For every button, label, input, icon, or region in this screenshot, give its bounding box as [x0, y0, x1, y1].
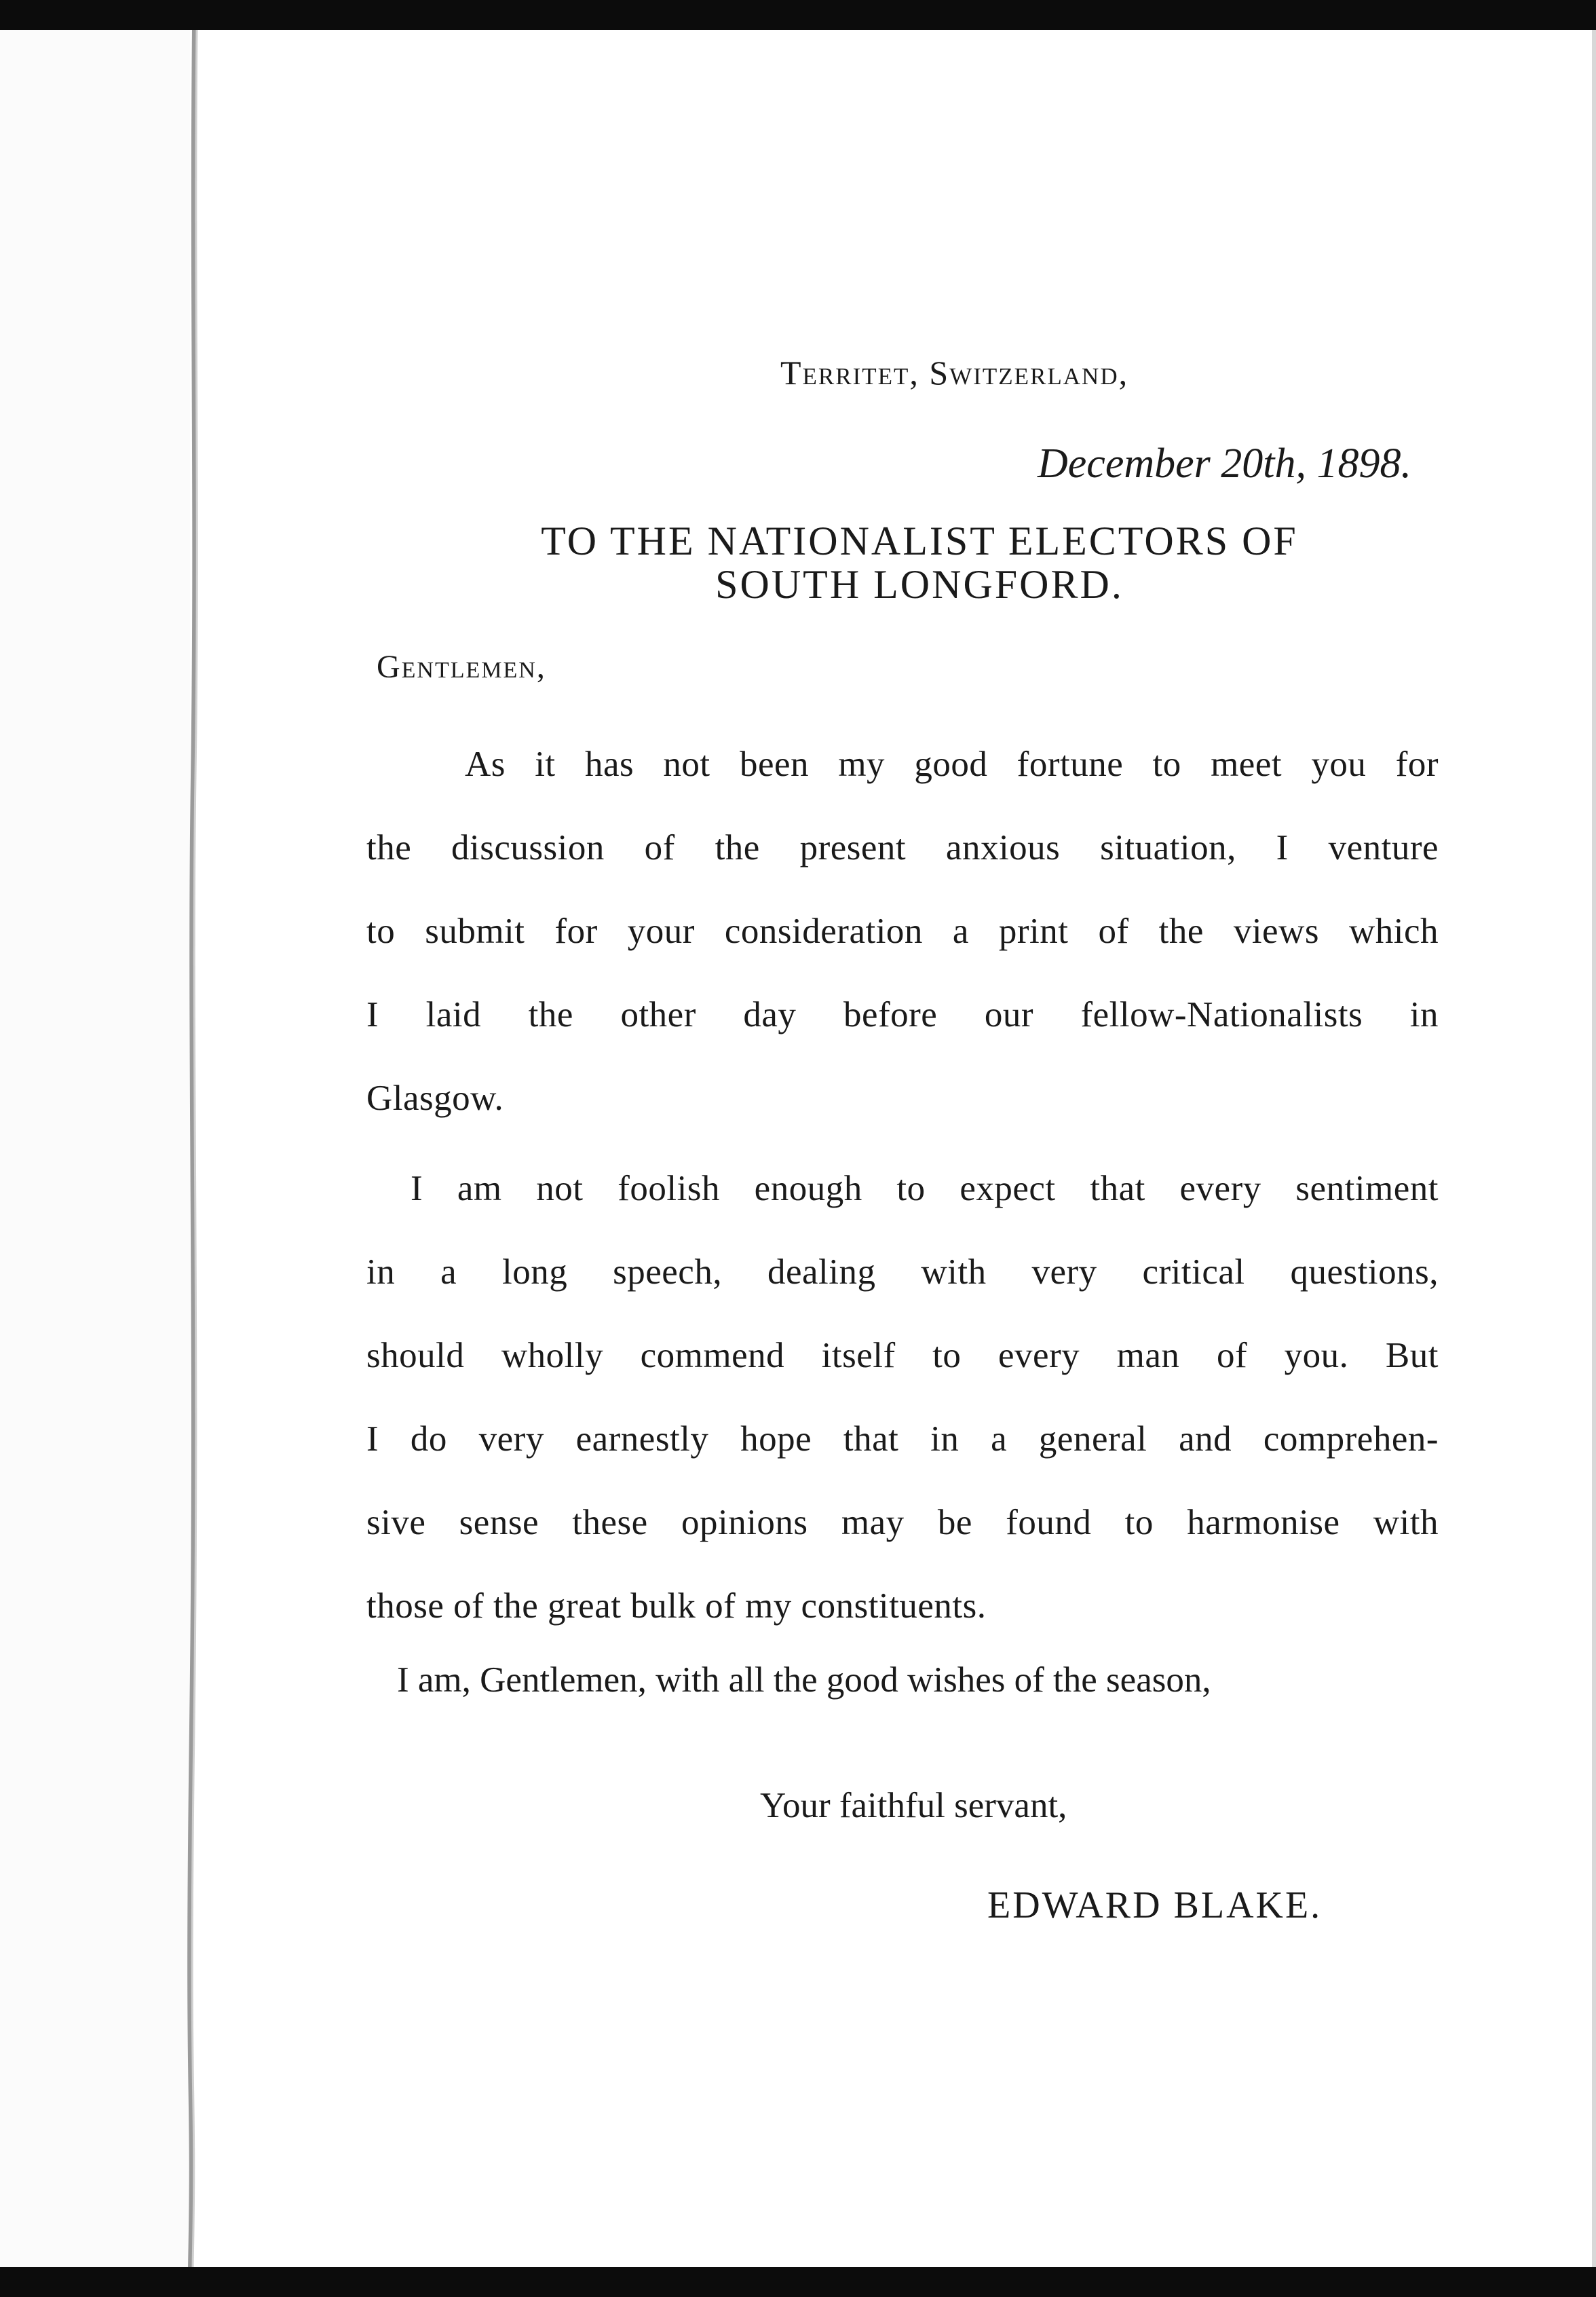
- paragraph-line: sive sense these opinions may be found to harmonise with: [366, 1503, 1439, 1542]
- paragraph-1: [366, 723, 1439, 1140]
- letter-closing: I am, Gentlemen, with all the good wishes of the season,: [397, 1660, 1211, 1700]
- paragraph-line: Glasgow.: [366, 1079, 504, 1118]
- paragraph-line: the discussion of the present anxious situation, I venture: [366, 828, 1439, 867]
- paragraph-line: those of the great bulk of my constituents.: [366, 1586, 987, 1626]
- letter-signature: EDWARD BLAKE.: [987, 1884, 1323, 1926]
- paragraph-line: in a long speech, dealing with very critical questions,: [366, 1252, 1439, 1292]
- paragraph-line: As it has not been my good fortune to meet you for: [465, 745, 1439, 784]
- letter-date: December 20th, 1898.: [1038, 441, 1411, 487]
- paragraph-line: to submit for your consideration a print of the views which: [366, 912, 1439, 951]
- letter-place: Territet, Switzerland,: [780, 354, 1129, 392]
- address-line: SOUTH LONGFORD.: [715, 562, 1124, 607]
- paragraph-2: [366, 1147, 1439, 1648]
- paragraph-line: should wholly commend itself to every man of you. But: [366, 1336, 1439, 1375]
- address-line: TO THE NATIONALIST ELECTORS OF: [541, 519, 1298, 563]
- paragraph-line: I am not foolish enough to expect that every sentiment: [411, 1169, 1439, 1208]
- paragraph-line: I laid the other day before our fellow-Nationalists in: [366, 995, 1439, 1034]
- letter-valediction: Your faithful servant,: [760, 1786, 1067, 1825]
- letter-address: [468, 519, 1371, 606]
- paragraph-line: I do very earnestly hope that in a general and comprehen-: [366, 1419, 1439, 1459]
- letter-salutation: Gentlemen,: [377, 649, 546, 685]
